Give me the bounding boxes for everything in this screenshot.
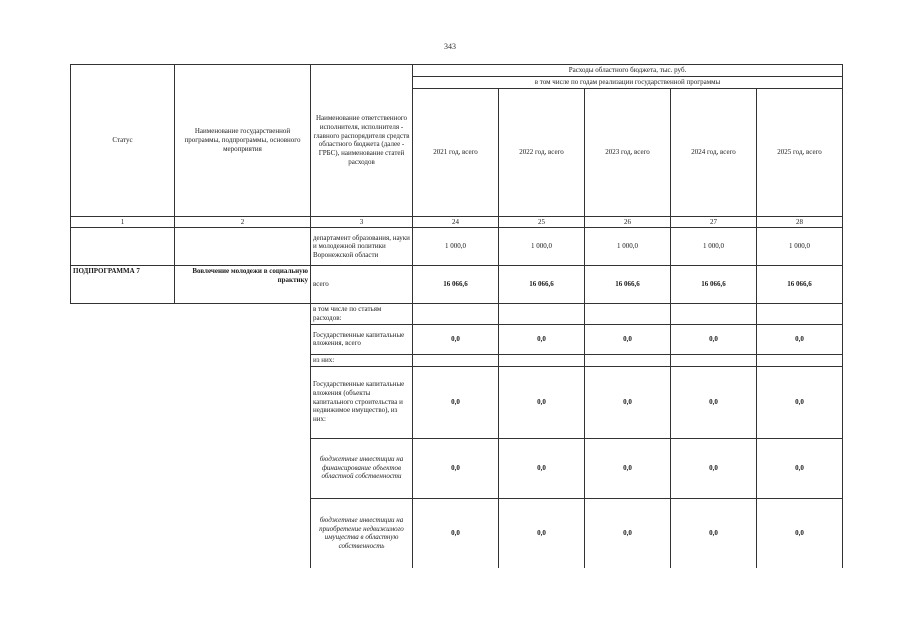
value-cell [585, 354, 671, 366]
value-cell: 0,0 [671, 438, 757, 498]
value-cell: 0,0 [413, 324, 499, 354]
value-cell: 1 000,0 [585, 228, 671, 266]
year-header: 2021 год, всего [413, 88, 499, 216]
article-cell: департамент образования, науки и молодежной политики Воронежской области [311, 228, 413, 266]
article-cell: бюджетные инвестиции на приобретение недвижимого имущества в областную собственность [311, 498, 413, 568]
column-number: 3 [311, 216, 413, 228]
value-cell [413, 304, 499, 325]
value-cell: 0,0 [585, 438, 671, 498]
program-name-cell [175, 228, 311, 266]
value-cell: 0,0 [757, 324, 843, 354]
value-cell: 0,0 [757, 366, 843, 438]
value-cell: 0,0 [671, 366, 757, 438]
column-number-row [71, 216, 843, 228]
subprogram-name-cell: Вовлечение молодежи в социальную практику [175, 266, 311, 304]
value-cell [499, 354, 585, 366]
status-header: Статус [71, 65, 175, 217]
by-years-header: в том числе по годам реализации государственной программы [413, 76, 843, 88]
blank-cell [175, 438, 311, 498]
article-cell: в том числе по статьям расходов: [311, 304, 413, 325]
value-cell [499, 304, 585, 325]
budget-title-header: Расходы областного бюджета, тыс. руб. [413, 65, 843, 77]
page-number: 343 [444, 42, 456, 51]
table-row [71, 304, 843, 325]
blank-cell [175, 366, 311, 438]
blank-cell [71, 354, 175, 366]
executor-header: Наименование ответственного исполнителя, исполнителя - главного распорядителя средств областного бюджета (далее - ГРБС), наименование статей расходов [311, 65, 413, 217]
column-number: 2 [175, 216, 311, 228]
budget-table [70, 64, 843, 568]
blank-cell [71, 324, 175, 354]
status-cell [71, 228, 175, 266]
year-header: 2025 год, всего [757, 88, 843, 216]
program-name-header: Наименование государственной программы, подпрограммы, основного мероприятия [175, 65, 311, 217]
blank-cell [71, 366, 175, 438]
value-cell: 0,0 [585, 366, 671, 438]
value-cell: 0,0 [585, 324, 671, 354]
blank-cell [175, 304, 311, 325]
value-cell [585, 304, 671, 325]
table-row [71, 266, 843, 304]
table-row [71, 324, 843, 354]
table-row [71, 228, 843, 266]
blank-cell [175, 354, 311, 366]
value-cell [757, 354, 843, 366]
column-number: 25 [499, 216, 585, 228]
value-cell [671, 354, 757, 366]
table-row [71, 354, 843, 366]
value-cell: 16 066,6 [413, 266, 499, 304]
column-number: 24 [413, 216, 499, 228]
subprogram-status-cell: ПОДПРОГРАММА 7 [71, 266, 175, 304]
value-cell: 0,0 [499, 366, 585, 438]
value-cell: 0,0 [585, 498, 671, 568]
year-header: 2023 год, всего [585, 88, 671, 216]
value-cell: 0,0 [499, 498, 585, 568]
year-header: 2022 год, всего [499, 88, 585, 216]
value-cell: 0,0 [413, 438, 499, 498]
value-cell: 0,0 [499, 438, 585, 498]
value-cell: 16 066,6 [499, 266, 585, 304]
column-number: 28 [757, 216, 843, 228]
blank-cell [175, 498, 311, 568]
article-cell: бюджетные инвестиции на финансирование объектов областной собственности [311, 438, 413, 498]
value-cell: 0,0 [413, 366, 499, 438]
value-cell [757, 304, 843, 325]
value-cell: 0,0 [413, 498, 499, 568]
value-cell: 1 000,0 [757, 228, 843, 266]
blank-cell [71, 498, 175, 568]
blank-cell [71, 438, 175, 498]
value-cell: 16 066,6 [585, 266, 671, 304]
column-number: 26 [585, 216, 671, 228]
value-cell: 0,0 [499, 324, 585, 354]
value-cell: 1 000,0 [671, 228, 757, 266]
value-cell: 0,0 [671, 498, 757, 568]
value-cell [413, 354, 499, 366]
value-cell: 16 066,6 [757, 266, 843, 304]
column-number: 27 [671, 216, 757, 228]
year-header: 2024 год, всего [671, 88, 757, 216]
blank-cell [175, 324, 311, 354]
table-row [71, 498, 843, 568]
table-row [71, 438, 843, 498]
article-cell: всего [311, 266, 413, 304]
article-cell: из них: [311, 354, 413, 366]
header-row-top [71, 65, 843, 77]
article-cell: Государственные капитальные вложения, всего [311, 324, 413, 354]
table-row [71, 366, 843, 438]
blank-cell [71, 304, 175, 325]
value-cell: 0,0 [757, 498, 843, 568]
value-cell [671, 304, 757, 325]
article-cell: Государственные капитальные вложения (объекты капитального строительства и недвижимое имущество), из них: [311, 366, 413, 438]
value-cell: 0,0 [671, 324, 757, 354]
value-cell: 0,0 [757, 438, 843, 498]
column-number: 1 [71, 216, 175, 228]
value-cell: 1 000,0 [413, 228, 499, 266]
value-cell: 1 000,0 [499, 228, 585, 266]
value-cell: 16 066,6 [671, 266, 757, 304]
